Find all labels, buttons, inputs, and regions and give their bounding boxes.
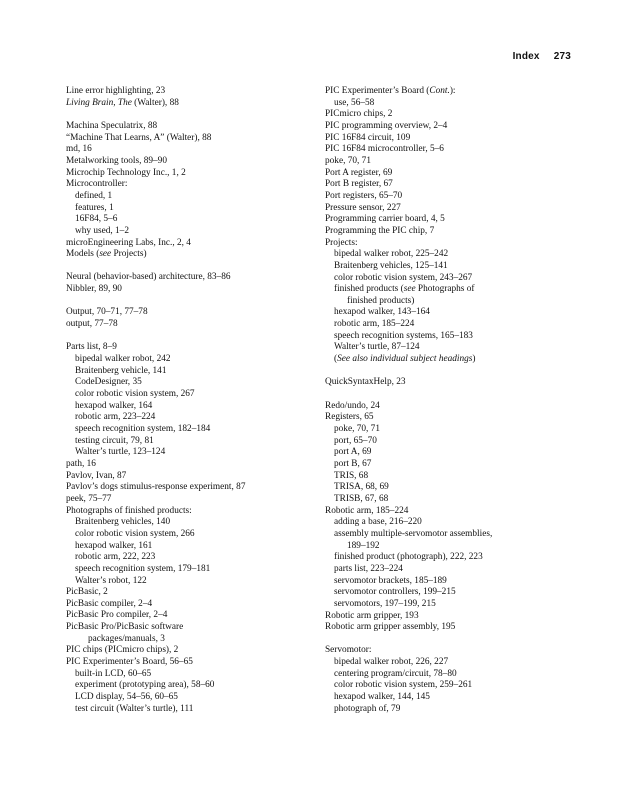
index-entry: Pavlov’s dogs stimulus-response experiment, 87 bbox=[66, 482, 246, 493]
index-entry: “Machine That Learns, A” (Walter), 88 bbox=[66, 132, 212, 143]
index-entry: Pressure sensor, 227 bbox=[325, 202, 401, 213]
index-entry: Robotic arm, 185–224 bbox=[325, 505, 409, 516]
index-entry: Servomotor: bbox=[325, 645, 372, 656]
index-entry: PICmicro chips, 2 bbox=[325, 109, 393, 120]
index-subentry: test circuit (Walter’s turtle), 111 bbox=[75, 703, 194, 714]
index-entry: PIC chips (PICmicro chips), 2 bbox=[66, 645, 179, 656]
index-entry: Output, 70–71, 77–78 bbox=[66, 307, 148, 318]
entry-spacer bbox=[325, 366, 585, 378]
index-subentry: hexapod walker, 164 bbox=[75, 400, 153, 411]
index-subentry: robotic arm, 223–224 bbox=[75, 412, 156, 423]
index-entry: Port B register, 67 bbox=[325, 179, 393, 190]
index-entry: md, 16 bbox=[66, 144, 92, 155]
index-subentry: Braitenberg vehicles, 125–141 bbox=[334, 260, 448, 271]
index-subentry: 189–192 bbox=[347, 540, 380, 551]
index-entry: Parts list, 8–9 bbox=[66, 342, 117, 353]
index-entry: Port registers, 65–70 bbox=[325, 190, 403, 201]
index-entry: Programming carrier board, 4, 5 bbox=[325, 214, 445, 225]
index-subentry: TRISA, 68, 69 bbox=[334, 482, 389, 493]
index-entry: Nibbler, 89, 90 bbox=[66, 284, 122, 295]
entry-spacer bbox=[66, 296, 306, 308]
index-entry: PicBasic, 2 bbox=[66, 587, 108, 598]
index-subentry: CodeDesigner, 35 bbox=[75, 377, 142, 388]
index-subentry: defined, 1 bbox=[75, 190, 113, 201]
index-subentry: why used, 1–2 bbox=[75, 225, 129, 236]
index-entry: PicBasic Pro/PicBasic software bbox=[66, 622, 184, 633]
index-subentry: built-in LCD, 60–65 bbox=[75, 668, 152, 679]
index-entry: Line error highlighting, 23 bbox=[66, 86, 166, 96]
index-subentry: hexapod walker, 143–164 bbox=[334, 307, 430, 318]
index-entry: Microchip Technology Inc., 1, 2 bbox=[66, 167, 186, 178]
index-subentry: bipedal walker robot, 242 bbox=[75, 354, 171, 365]
index-entry: Machina Speculatrix, 88 bbox=[66, 120, 158, 131]
index-subentry: packages/manuals, 3 bbox=[88, 633, 165, 644]
index-entry: microEngineering Labs, Inc., 2, 4 bbox=[66, 237, 191, 248]
header-section-title: Index bbox=[512, 51, 540, 62]
index-subentry: port B, 67 bbox=[334, 458, 372, 469]
index-subentry: hexapod walker, 144, 145 bbox=[334, 692, 430, 703]
index-subentry: use, 56–58 bbox=[334, 97, 375, 108]
index-subentry: parts list, 223–224 bbox=[334, 563, 403, 574]
index-subentry: 16F84, 5–6 bbox=[75, 214, 118, 225]
index-subentry: Walter’s turtle, 123–124 bbox=[75, 447, 166, 458]
index-entry: Neural (behavior-based) architecture, 83–86 bbox=[66, 272, 231, 283]
index-column-right bbox=[325, 86, 585, 715]
index-subentry: TRIS, 68 bbox=[334, 470, 369, 481]
entry-spacer bbox=[66, 331, 306, 343]
index-entry: output, 77–78 bbox=[66, 319, 118, 330]
index-entry: Photographs of finished products: bbox=[66, 505, 192, 516]
index-subentry: adding a base, 216–220 bbox=[334, 517, 422, 528]
index-subentry: speech recognition system, 182–184 bbox=[75, 423, 211, 434]
index-entry: Robotic arm gripper, 193 bbox=[325, 610, 419, 621]
index-subentry: Braitenberg vehicle, 141 bbox=[75, 365, 167, 376]
index-entry: Projects: bbox=[325, 237, 358, 248]
index-subentry: assembly multiple-servomotor assemblies, bbox=[334, 528, 493, 539]
index-subentry: poke, 70, 71 bbox=[334, 424, 380, 434]
index-entry: PicBasic compiler, 2–4 bbox=[66, 598, 153, 609]
index-subentry: speech recognition systems, 165–183 bbox=[334, 330, 473, 341]
index-subentry: robotic arm, 222, 223 bbox=[75, 552, 156, 563]
index-entry: Redo/undo, 24 bbox=[325, 400, 380, 411]
entry-spacer bbox=[66, 261, 306, 273]
index-entry: PIC 16F84 circuit, 109 bbox=[325, 132, 411, 143]
index-entry: PIC 16F84 microcontroller, 5–6 bbox=[325, 144, 444, 155]
index-entry: PIC Experimenter’s Board (Cont.): bbox=[325, 86, 456, 96]
index-subentry: speech recognition system, 179–181 bbox=[75, 563, 211, 574]
index-entry: Registers, 65 bbox=[325, 412, 374, 423]
page-number: 273 bbox=[553, 51, 571, 62]
index-subentry: bipedal walker robot, 225–242 bbox=[334, 249, 449, 260]
index-subentry: robotic arm, 185–224 bbox=[334, 319, 415, 330]
index-entry: Microcontroller: bbox=[66, 179, 128, 190]
index-subentry: finished products) bbox=[347, 295, 415, 306]
index-subentry: features, 1 bbox=[75, 202, 114, 213]
index-entry: Robotic arm gripper assembly, 195 bbox=[325, 622, 456, 633]
index-entry: Models (see Projects) bbox=[66, 249, 147, 260]
index-subentry: servomotor controllers, 199–215 bbox=[334, 587, 456, 598]
index-subentry: port, 65–70 bbox=[334, 435, 377, 446]
index-subentry: servomotor brackets, 185–189 bbox=[334, 575, 447, 586]
index-entry: PicBasic Pro compiler, 2–4 bbox=[66, 610, 168, 621]
index-subentry: testing circuit, 79, 81 bbox=[75, 435, 154, 446]
index-entry: Metalworking tools, 89–90 bbox=[66, 155, 167, 166]
index-subentry: centering program/circuit, 78–80 bbox=[334, 668, 457, 679]
index-subentry: experiment (prototyping area), 58–60 bbox=[75, 680, 215, 691]
index-subentry: color robotic vision system, 259–261 bbox=[334, 680, 473, 691]
entry-spacer bbox=[66, 109, 306, 121]
index-subentry: hexapod walker, 161 bbox=[75, 540, 153, 551]
index-subentry: color robotic vision system, 266 bbox=[75, 528, 195, 539]
index-subentry: Walter’s robot, 122 bbox=[75, 575, 147, 586]
index-subentry: (See also individual subject headings) bbox=[334, 354, 476, 365]
entry-spacer bbox=[325, 634, 585, 646]
index-entry: path, 16 bbox=[66, 458, 96, 469]
index-subentry: bipedal walker robot, 226, 227 bbox=[334, 657, 449, 668]
index-entry: PIC programming overview, 2–4 bbox=[325, 120, 448, 131]
index-subentry: servomotors, 197–199, 215 bbox=[334, 598, 436, 609]
index-subentry: finished products (see Photographs of bbox=[334, 284, 475, 295]
index-subentry: Braitenberg vehicles, 140 bbox=[75, 517, 171, 528]
index-column-left bbox=[66, 86, 306, 715]
running-header bbox=[513, 51, 571, 62]
index-entry: Living Brain, The (Walter), 88 bbox=[66, 97, 179, 108]
index-entry: Programming the PIC chip, 7 bbox=[325, 225, 435, 236]
index-entry: poke, 70, 71 bbox=[325, 155, 371, 166]
index-entry: Port A register, 69 bbox=[325, 167, 393, 178]
index-subentry: Walter’s turtle, 87–124 bbox=[334, 342, 420, 353]
index-subentry: TRISB, 67, 68 bbox=[334, 493, 389, 504]
index-subentry: finished product (photograph), 222, 223 bbox=[334, 552, 483, 563]
index-subentry: photograph of, 79 bbox=[334, 703, 401, 714]
index-entry: Pavlov, Ivan, 87 bbox=[66, 470, 127, 481]
index-entry: PIC Experimenter’s Board, 56–65 bbox=[66, 657, 193, 668]
entry-spacer bbox=[325, 389, 585, 401]
index-subentry: port A, 69 bbox=[334, 447, 372, 458]
index-subentry: color robotic vision system, 267 bbox=[75, 389, 195, 399]
index-subentry: color robotic vision system, 243–267 bbox=[334, 272, 473, 283]
index-entry: QuickSyntaxHelp, 23 bbox=[325, 377, 406, 388]
index-entry: peek, 75–77 bbox=[66, 493, 112, 504]
index-subentry: LCD display, 54–56, 60–65 bbox=[75, 692, 178, 703]
